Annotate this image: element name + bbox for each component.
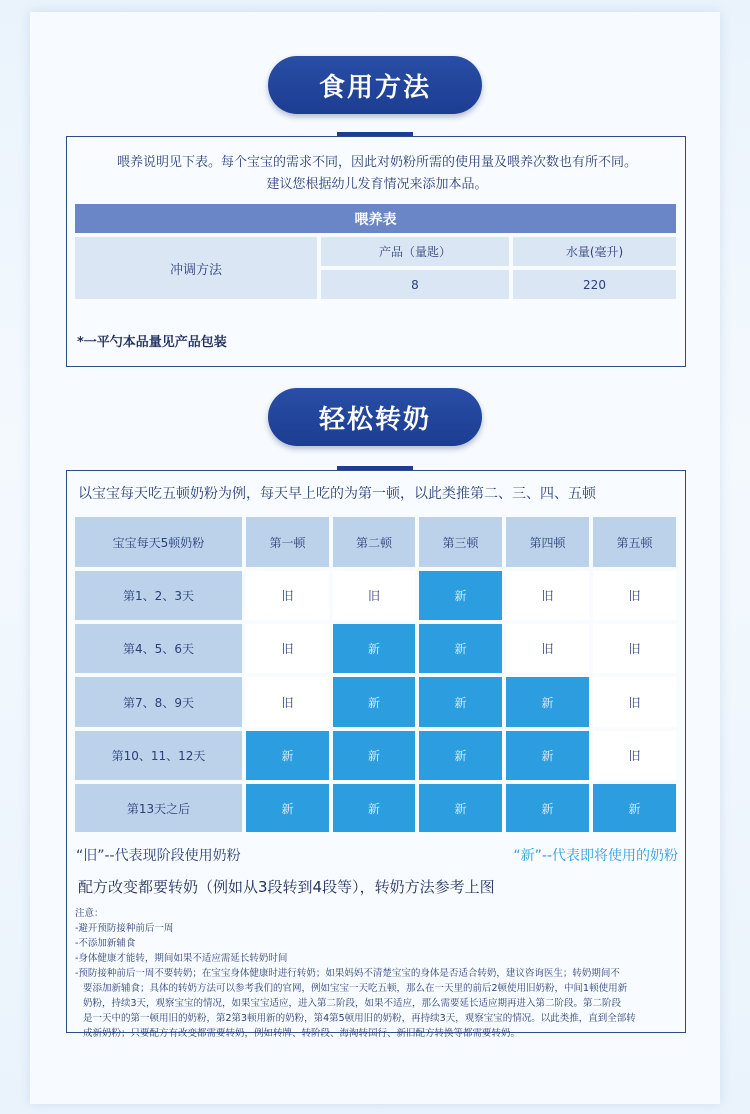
- grid-header-meal: 第一顿: [246, 517, 329, 567]
- scoop-note: *一平勺本品量见产品包装: [77, 335, 227, 350]
- grid-cell-new: 新: [419, 571, 502, 620]
- grid-cell-new: 新: [419, 624, 502, 673]
- grid-cell-new: 新: [333, 731, 415, 780]
- note-line: 是一天中的第一顿用旧的奶粉，第2第3顿用新的奶粉，第4第5顿用旧的奶粉，再持续3天，观察宝宝的情况。以此类推，直到全部转: [83, 1013, 636, 1024]
- grid-header-meal: 第五顿: [593, 517, 676, 567]
- grid-cell-new: 新: [333, 624, 415, 673]
- note-line: -身体健康才能转，期间如果不适应需延长转奶时间: [75, 953, 288, 964]
- grid-cell-old: 旧: [246, 571, 329, 620]
- grid-header-meal: 第二顿: [333, 517, 415, 567]
- formula-change-note: 配方改变都要转奶（例如从3段转到4段等），转奶方法参考上图: [78, 878, 495, 896]
- legend-old: “旧”--代表现阶段使用奶粉: [76, 848, 241, 864]
- grid-cell-old: 旧: [593, 677, 676, 727]
- grid-row-label: 第1、2、3天: [75, 571, 242, 620]
- legend-new: “新”--代表即将使用的奶粉: [513, 848, 678, 864]
- note-line: -不添加新辅食: [75, 938, 136, 949]
- grid-cell-old: 旧: [506, 571, 589, 620]
- note-line: -避开预防接种前后一周: [75, 923, 174, 934]
- grid-header-corner: 宝宝每天5顿奶粉: [75, 517, 242, 567]
- grid-cell-old: 旧: [593, 731, 676, 780]
- note-line: 奶粉，持续3天，观察宝宝的情况，如果宝宝适应，进入第二阶段，如果不适应，那么需要延长适应期再进入第二阶段。第二阶段: [83, 998, 622, 1009]
- grid-cell-old: 旧: [333, 571, 415, 620]
- note-line: -预防接种前后一周不要转奶；在宝宝身体健康时进行转奶；如果妈妈不清楚宝宝的身体是否适合转奶，建议咨询医生；转奶期间不: [75, 968, 620, 979]
- grid-header-meal: 第四顿: [506, 517, 589, 567]
- note-line: 成新奶粉；只要配方有改变都需要转奶，例如转牌、转阶段、海淘转国行、新旧配方转换等都需要转奶。: [83, 1028, 521, 1039]
- feeding-val-product: 8: [321, 270, 509, 299]
- grid-cell-new: 新: [506, 731, 589, 780]
- grid-cell-old: 旧: [506, 624, 589, 673]
- notes-title: 注意：: [75, 908, 104, 919]
- feeding-intro-line1: 喂养说明见下表。每个宝宝的需求不同，因此对奶粉所需的使用量及喂养次数也有所不同。: [116, 155, 637, 170]
- grid-cell-new: 新: [506, 784, 589, 832]
- grid-cell-old: 旧: [246, 677, 329, 727]
- grid-cell-new: 新: [419, 677, 502, 727]
- section2-title-pill: 轻松转奶: [268, 388, 482, 446]
- feeding-table-title: 喂养表: [75, 204, 676, 233]
- feeding-col-product: 产品（量匙）: [321, 237, 509, 266]
- grid-cell-old: 旧: [593, 624, 676, 673]
- section1-title-pill: 食用方法: [268, 56, 482, 114]
- grid-cell-new: 新: [419, 731, 502, 780]
- notes-block: [75, 906, 683, 1041]
- grid-cell-new: 新: [506, 677, 589, 727]
- grid-cell-new: 新: [593, 784, 676, 832]
- grid-cell-new: 新: [333, 784, 415, 832]
- feeding-val-water: 220: [513, 270, 676, 299]
- transition-intro: 以宝宝每天吃五顿奶粉为例，每天早上吃的为第一顿，以此类推第二、三、四、五顿: [78, 486, 596, 502]
- grid-cell-old: 旧: [593, 571, 676, 620]
- grid-row-label: 第4、5、6天: [75, 624, 242, 673]
- feeding-col-water: 水量(毫升): [513, 237, 676, 266]
- grid-row-label: 第13天之后: [75, 784, 242, 832]
- grid-cell-new: 新: [333, 677, 415, 727]
- grid-cell-new: 新: [246, 731, 329, 780]
- grid-row-label: 第10、11、12天: [75, 731, 242, 780]
- grid-row-label: 第7、8、9天: [75, 677, 242, 727]
- grid-cell-new: 新: [419, 784, 502, 832]
- note-line: 要添加新辅食；具体的转奶方法可以参考我们的官网，例如宝宝一天吃五顿，那么在一天里的前后2顿使用旧奶粉，中间1顿使用新: [83, 983, 628, 994]
- grid-header-meal: 第三顿: [419, 517, 502, 567]
- grid-cell-old: 旧: [246, 624, 329, 673]
- feeding-intro-line2: 建议您根据幼儿发育情况来添加本品。: [266, 177, 488, 192]
- feeding-row-label: 冲调方法: [75, 237, 317, 299]
- grid-cell-new: 新: [246, 784, 329, 832]
